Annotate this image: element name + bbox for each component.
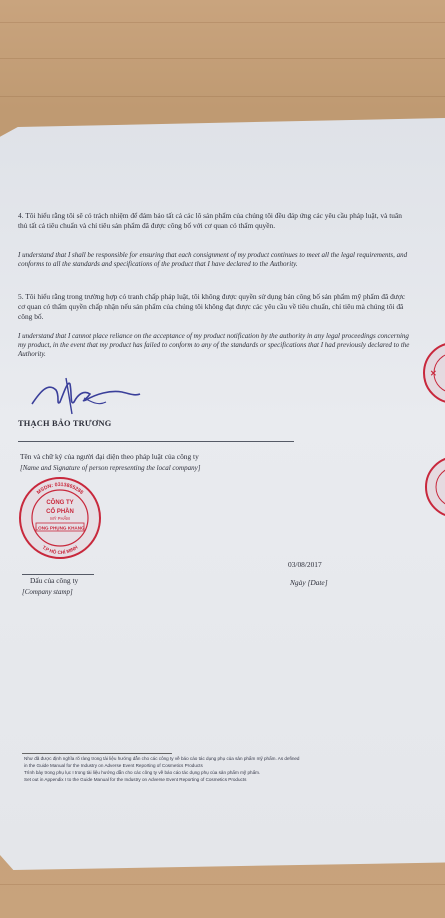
- footnote-line-4: Set out in Appendix I to the Guide Manual for the Industry on Adverse Event Reporting of Cosmetics Products: [24, 777, 247, 782]
- wood-grain: [0, 22, 445, 23]
- svg-text:✕: ✕: [430, 369, 437, 378]
- handwritten-signature: [26, 372, 146, 420]
- stamp-line3: MỸ PHẨM: [50, 516, 70, 521]
- wood-grain: [0, 96, 445, 97]
- item5-english: I understand that I cannot place reliance on the acceptance of my product notification by the authority in any legal proceedings concerning my product, in the event that my product has failed to conform to any of the standards or specifications that I had previously declared to the Authority.: [18, 332, 410, 359]
- partial-stamp-right-upper: [420, 338, 445, 408]
- company-stamp-seal: [16, 474, 104, 562]
- company-stamp-label-vn: Dấu của công ty: [30, 576, 79, 585]
- company-stamp-label-en: [Company stamp]: [22, 588, 73, 596]
- stamp-ring-bottom: T.P HỒ CHÍ MINH: [40, 545, 80, 557]
- footnote-line-1: Như đã được định nghĩa rõ ràng trong tài liệu hướng dẫn cho các công ty về báo cáo tác dụng phụ của sản phẩm mỹ phẩm. As defined: [24, 756, 300, 761]
- stamp-line1: CÔNG TY: [46, 500, 74, 506]
- stamp-ring-top: MSDN: 0313865288: [35, 481, 85, 496]
- signature-line: [18, 441, 294, 442]
- signature-label-en: [Name and Signature of person representing the local company]: [20, 464, 201, 472]
- partial-stamp-right-lower: [422, 452, 445, 522]
- footnote-line-3: Trình bày trong phụ lục I trong tài liệu hướng dẫn cho các công ty về báo cáo tác dụng phụ của sản phẩm mỹ phẩm.: [24, 770, 261, 775]
- stamp-line2: CỔ PHẦN: [46, 509, 74, 515]
- wood-grain: [0, 58, 445, 59]
- date-label: Ngày [Date]: [290, 578, 328, 587]
- company-stamp-line: [22, 574, 94, 575]
- item4-vietnamese: 4. Tôi hiểu rằng tôi sẽ có trách nhiệm để đảm bảo tất cả các lô sản phẩm của chúng tôi đều đáp ứng các yêu cầu pháp luật, và tuân thủ tất cả tiêu chuẩn và chỉ tiêu sản phẩm đã được công bố với cơ quan có thẩm quyền.: [18, 211, 402, 230]
- item5-vietnamese: 5. Tôi hiểu rằng trong trường hợp có tranh chấp pháp luật, tôi không được quyền sử dụng bản công bố sản phẩm mỹ phẩm đã được cơ quan có thẩm quyền chấp nhận nếu sản phẩm của chúng tôi không đạt được các yêu cầu về tiêu chuẩn, chỉ tiêu mà chúng tôi đã công bố.: [18, 292, 406, 321]
- signature-label-vn: Tên và chữ ký của người đại diện theo pháp luật của công ty: [20, 452, 199, 461]
- stamp-line4: LONG PHỤNG KHANG: [35, 525, 85, 531]
- item4-english: I understand that I shall be responsible for ensuring that each consignment of my product continues to meet all the legal requirements, and conforms to all the standards and specifications of the product that I have declared to the Authority.: [18, 251, 408, 269]
- date-value: 03/08/2017: [288, 560, 322, 569]
- wood-grain: [0, 884, 445, 885]
- footnote-line-2: in the Guide Manual for the Industry on Adverse Event Reporting of Cosmetics Products: [24, 763, 203, 768]
- signer-name: THẠCH BẢO TRƯƠNG: [18, 419, 112, 428]
- footnote-rule: [22, 753, 172, 754]
